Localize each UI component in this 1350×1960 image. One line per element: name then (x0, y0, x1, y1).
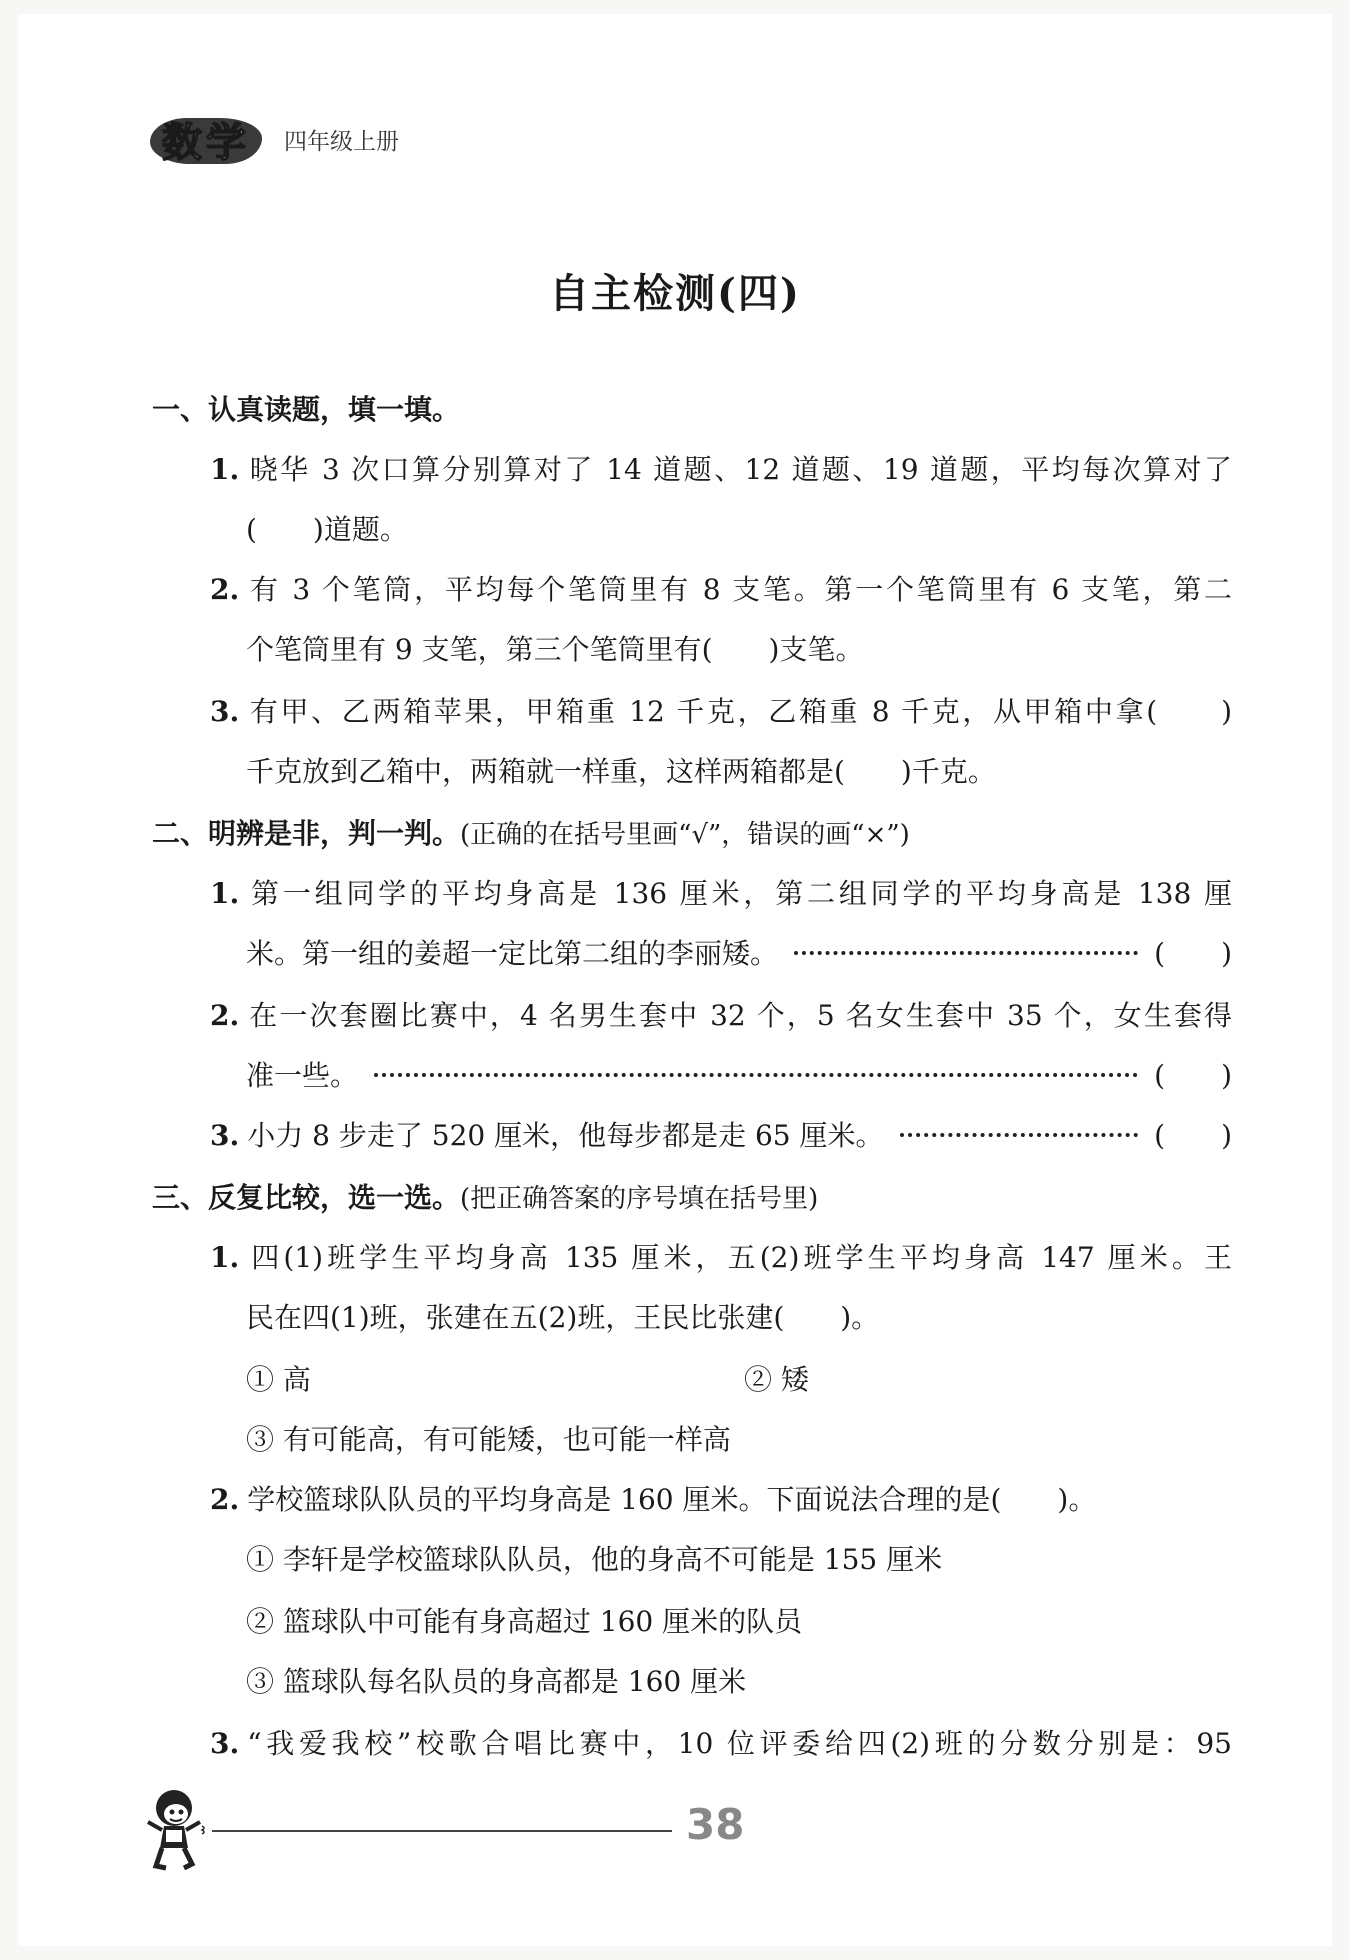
answer-blank[interactable]: ( ) (1154, 1119, 1232, 1152)
section-title: 二、明辨是非，判一判。 (152, 817, 461, 850)
dotted-leader (794, 951, 1138, 955)
s3-q2-option1[interactable]: ① 李轩是学校篮球队队员，他的身高不可能是 155 厘米 (246, 1543, 943, 1576)
section3-heading (152, 1178, 818, 1219)
question-text: 准一些。 (246, 1059, 359, 1092)
s1-q3-line1 (210, 692, 1232, 732)
section2-heading (152, 814, 910, 855)
question-number: 2. (210, 999, 240, 1032)
question-number: 3. (210, 1119, 240, 1152)
section1-heading: 一、认真读题，填一填。 (152, 393, 461, 426)
s3-q2-line1 (210, 1480, 1096, 1520)
footer-rule (212, 1830, 672, 1832)
question-text: 有甲、乙两箱苹果，甲箱重 12 千克，乙箱重 8 千克，从甲箱中拿( ) (247, 695, 1232, 728)
question-text: 在一次套圈比赛中，4 名男生套中 32 个，5 名女生套中 35 个，女生套得 (247, 999, 1232, 1032)
s2-q1-line1 (210, 874, 1232, 914)
s3-q1-option2[interactable]: ② 矮 (744, 1363, 809, 1396)
s1-q1-line1 (210, 450, 1232, 490)
s3-q2-option2[interactable]: ② 篮球队中可能有身高超过 160 厘米的队员 (246, 1605, 803, 1638)
section-title: 三、反复比较，选一选。 (152, 1181, 461, 1214)
dotted-leader (900, 1133, 1139, 1137)
question-text: 四(1)班学生平均身高 135 厘米，五(2)班学生平均身高 147 厘米。王 (247, 1241, 1232, 1274)
dotted-leader (374, 1073, 1138, 1077)
subject-badge (150, 108, 262, 170)
question-number: 1. (210, 453, 240, 486)
question-number: 1. (210, 877, 240, 910)
s3-q1-line1 (210, 1238, 1232, 1278)
page-title: 自主检测(四) (549, 270, 801, 317)
s2-q1-line2 (246, 934, 1232, 974)
question-text: 小力 8 步走了 520 厘米，他每步都是走 65 厘米。 (247, 1119, 884, 1152)
s3-q1-line2: 民在四(1)班，张建在五(2)班，王民比张建( )。 (246, 1301, 880, 1334)
question-text: “我爱我校”校歌合唱比赛中，10 位评委给四(2)班的分数分别是：95 (247, 1727, 1232, 1760)
answer-blank[interactable]: ( ) (1154, 937, 1232, 970)
s3-q3-line1 (210, 1724, 1232, 1764)
s2-q2-line1 (210, 996, 1232, 1036)
section-instruction: (把正确答案的序号填在括号里) (460, 1184, 819, 1214)
grade-label: 四年级上册 (284, 128, 399, 155)
question-number: 2. (210, 573, 240, 606)
page-number: 38 (686, 1800, 745, 1849)
page-header (150, 108, 399, 170)
section-instruction: (正确的在括号里画“√”，错误的画“×”) (460, 820, 910, 850)
s1-q3-line2: 千克放到乙箱中，两箱就一样重，这样两箱都是( )千克。 (246, 755, 996, 788)
question-lead (210, 1116, 884, 1156)
s3-q1-option3[interactable]: ③ 有可能高，有可能矮，也可能一样高 (246, 1423, 731, 1456)
question-text: 第一组同学的平均身高是 136 厘米，第二组同学的平均身高是 138 厘 (247, 877, 1232, 910)
s3-q1-option1[interactable]: ① 高 (246, 1363, 311, 1396)
question-number: 3. (210, 695, 240, 728)
cartoon-mascot-icon (140, 1786, 212, 1874)
s1-q2-line1 (210, 570, 1232, 610)
question-text: 米。第一组的姜超一定比第二组的李丽矮。 (246, 937, 779, 970)
question-text: 晓华 3 次口算分别算对了 14 道题、12 道题、19 道题，平均每次算对了 (247, 453, 1232, 486)
s1-q2-line2: 个笔筒里有 9 支笔，第三个笔筒里有( )支笔。 (246, 633, 864, 666)
subject-label: 数学 (162, 119, 250, 166)
s2-q3-line1 (210, 1116, 1232, 1156)
s3-q2-option3[interactable]: ③ 篮球队每名队员的身高都是 160 厘米 (246, 1665, 747, 1698)
answer-blank[interactable]: ( ) (1154, 1059, 1232, 1092)
question-text: 学校篮球队队员的平均身高是 160 厘米。下面说法合理的是( )。 (247, 1483, 1097, 1516)
s1-q1-line2: ( )道题。 (246, 513, 408, 546)
question-number: 2. (210, 1483, 240, 1516)
question-text: 有 3 个笔筒，平均每个笔筒里有 8 支笔。第一个笔筒里有 6 支笔，第二 (247, 573, 1232, 606)
s2-q2-line2 (246, 1056, 1232, 1096)
question-number: 3. (210, 1727, 240, 1760)
question-number: 1. (210, 1241, 240, 1274)
